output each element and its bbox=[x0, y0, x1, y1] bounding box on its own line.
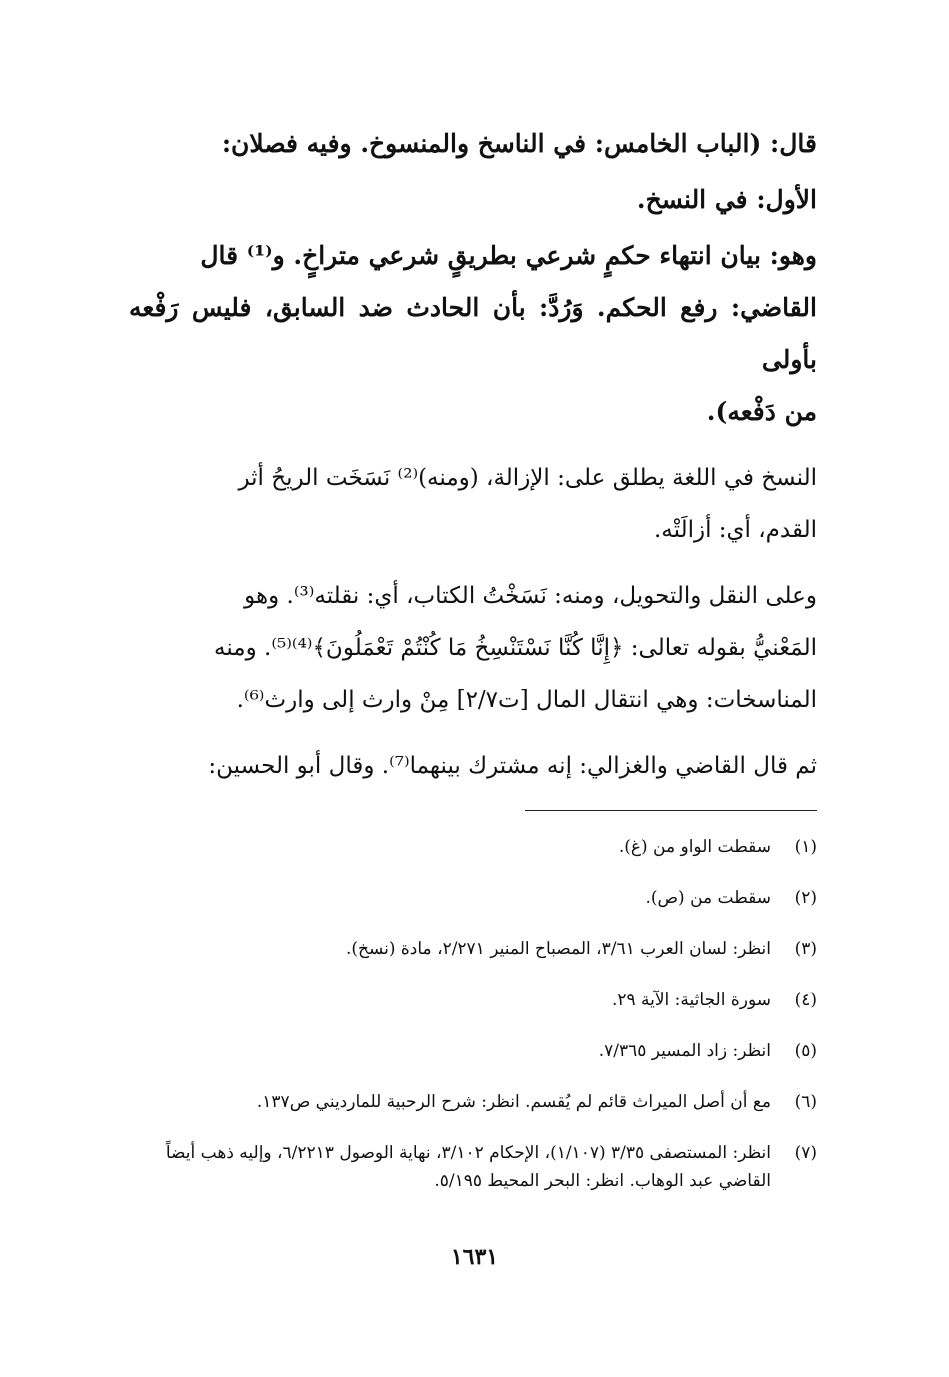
paragraph-line: القدم، أي: أزالَتْه. bbox=[653, 517, 817, 543]
footnote-text: انظر: زاد المسير ٧/٣٦٥. bbox=[598, 1041, 771, 1061]
footnote bbox=[129, 884, 817, 912]
definition-line: من دَفْعه). bbox=[706, 397, 817, 426]
footnote bbox=[129, 1139, 817, 1195]
footnote bbox=[129, 1088, 817, 1116]
paragraph-line: وعلى النقل والتحويل، ومنه: نَسَخْتُ الكتاب، أي: نقلته⁽³⁾. وهو bbox=[244, 583, 817, 609]
paragraph-line: المَعْنيُّ بقوله تعالى: ﴿إِنَّا كُنَّا نَسْتَنْسِخُ مَا كُنْتُمْ تَعْمَلُونَ﴾⁽⁴⁾⁽⁵⁾. ومنه bbox=[214, 635, 817, 661]
footnote-divider bbox=[525, 810, 817, 811]
footnote-number: (٣) bbox=[794, 939, 817, 959]
footnote bbox=[129, 1037, 817, 1065]
section-heading: الأول: في النسخ. bbox=[636, 185, 817, 214]
page-body bbox=[129, 118, 817, 1218]
paragraph-line: المناسخات: وهي انتقال المال [ت٢/٧] مِنْ وارث إلى وارث⁽⁶⁾. bbox=[236, 687, 817, 713]
footnote-number: (٦) bbox=[794, 1092, 817, 1112]
paragraph-line: النسخ في اللغة يطلق على: الإزالة، (ومنه)⁽²⁾ نَسَخَت الريحُ أثر bbox=[238, 465, 817, 491]
footnote bbox=[129, 935, 817, 963]
opinions-paragraph bbox=[129, 740, 817, 792]
paragraph-line: ثم قال القاضي والغزالي: إنه مشترك بينهما⁽⁷⁾. وقال أبو الحسين: bbox=[208, 753, 817, 779]
footnote bbox=[129, 833, 817, 861]
footnote-number: (٤) bbox=[794, 990, 817, 1010]
definition-line: وهو: بيان انتهاء حكمٍ شرعي بطريقٍ شرعي متراخٍ. و⁽¹⁾ قال bbox=[200, 241, 817, 270]
footnote-text: انظر: لسان العرب ٣/٦١، المصباح المنير ٢/٢٧١، مادة (نسخ). bbox=[345, 939, 771, 959]
footnote-text: سقطت من (ص). bbox=[645, 888, 771, 908]
definition-line: القاضي: رفع الحكم. وَرُدَّ: بأن الحادث ضد السابق، فليس رَفْعه بأولى bbox=[129, 293, 817, 374]
footnotes bbox=[129, 833, 817, 1195]
definition-paragraph bbox=[129, 230, 817, 438]
footnote-number: (٥) bbox=[794, 1041, 817, 1061]
footnote-number: (٢) bbox=[794, 888, 817, 908]
footnote-text: سقطت الواو من (غ). bbox=[618, 837, 771, 857]
footnote-text: سورة الجاثية: الآية ٢٩. bbox=[611, 990, 771, 1010]
footnote-number: (١) bbox=[794, 837, 817, 857]
footnote-text: مع أن أصل الميراث قائم لم يُقسم. انظر: شرح الرحبية للمارديني ص١٣٧. bbox=[256, 1092, 771, 1112]
transfer-paragraph bbox=[129, 570, 817, 726]
chapter-heading: قال: (الباب الخامس: في الناسخ والمنسوخ. وفيه فصلان: bbox=[221, 129, 817, 158]
page-number: ١٦٣١ bbox=[450, 1244, 499, 1270]
language-paragraph bbox=[129, 452, 817, 556]
footnote-number: (٧) bbox=[794, 1143, 817, 1163]
footnote bbox=[129, 986, 817, 1014]
footnote-text: انظر: المستصفى ٣/٣٥ (١/١٠٧)، الإحكام ٣/١٠٢، نهاية الوصول ٦/٢٢١٣، وإليه ذهب أيضاً القاضي عبد الوهاب. انظر: البحر المحيط ٥/١٩٥. bbox=[165, 1143, 771, 1191]
